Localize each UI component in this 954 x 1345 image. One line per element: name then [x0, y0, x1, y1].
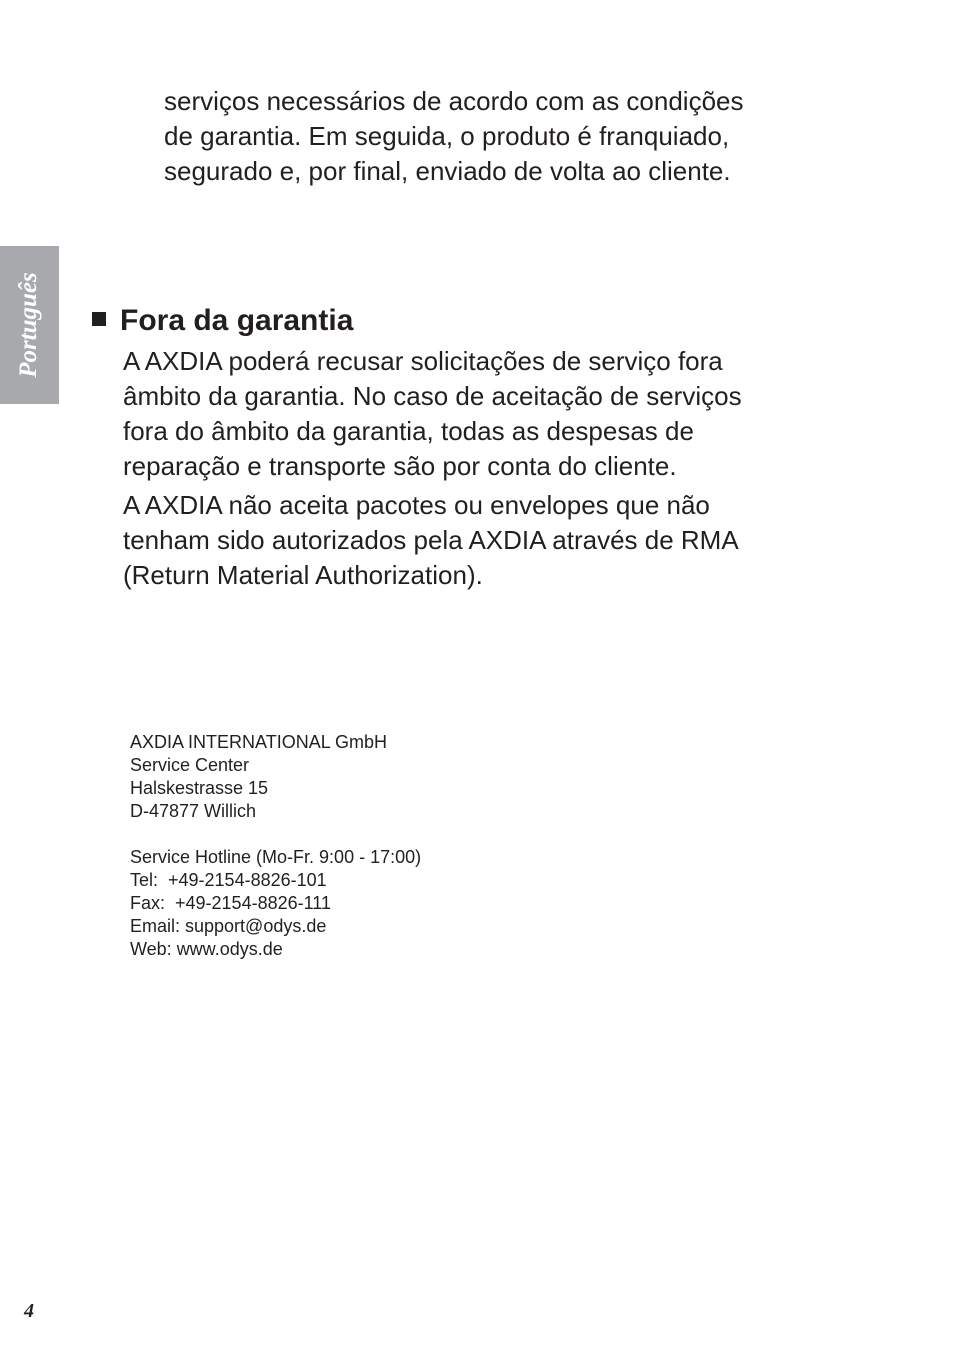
section-body — [123, 344, 843, 593]
intro-paragraph — [164, 84, 864, 189]
paragraph-line: tenham sido autorizados pela AXDIA através de RMA — [123, 525, 739, 555]
department: Service Center — [130, 755, 250, 775]
fax: Fax: +49-2154-8826-111 — [130, 893, 331, 913]
city-address: D-47877 Willich — [130, 801, 257, 821]
telephone: Tel: +49-2154-8826-101 — [130, 870, 327, 890]
paragraph-line: fora do âmbito da garantia, todas as despesas de — [123, 416, 694, 446]
square-bullet-icon — [92, 312, 106, 326]
website: Web: www.odys.de — [130, 939, 283, 959]
paragraph-line: reparação e transporte são por conta do cliente. — [123, 451, 677, 481]
company-name: AXDIA INTERNATIONAL GmbH — [130, 732, 388, 752]
email: Email: support@odys.de — [130, 916, 327, 936]
language-side-tab — [0, 246, 59, 404]
language-tab-label: Português — [15, 272, 42, 378]
page-number: 4 — [24, 1300, 34, 1322]
paragraph-line: A AXDIA não aceita pacotes ou envelopes que não — [123, 490, 710, 520]
intro-line: de garantia. Em seguida, o produto é franquiado, — [164, 121, 730, 151]
section-heading-text: Fora da garantia — [120, 304, 354, 337]
contact-spacer — [130, 823, 421, 846]
contact-block — [130, 731, 421, 961]
rma-paragraph — [123, 488, 843, 593]
hotline-hours: Service Hotline (Mo-Fr. 9:00 - 17:00) — [130, 847, 422, 867]
intro-line: segurado e, por final, enviado de volta ao cliente. — [164, 156, 731, 186]
intro-line: serviços necessários de acordo com as condições — [164, 86, 744, 116]
street-address: Halskestrasse 15 — [130, 778, 269, 798]
paragraph-line: âmbito da garantia. No caso de aceitação de serviços — [123, 381, 742, 411]
paragraph-line: A AXDIA poderá recusar solicitações de serviço fora — [123, 346, 723, 376]
paragraph-line: (Return Material Authorization). — [123, 560, 483, 590]
section-heading — [92, 302, 353, 340]
out-of-warranty-paragraph — [123, 344, 843, 484]
